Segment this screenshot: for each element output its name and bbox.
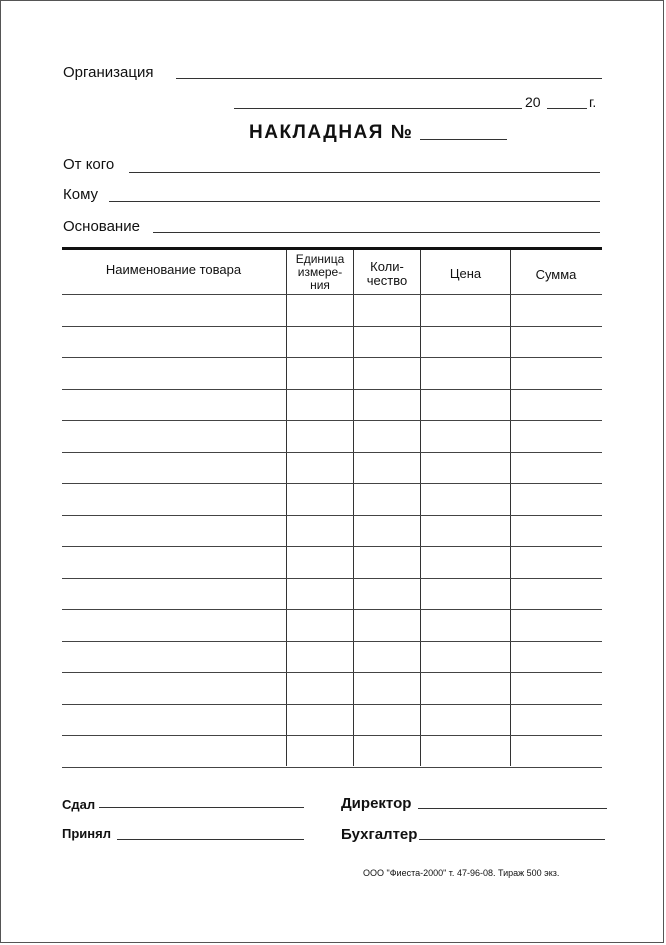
year-suffix: г. <box>589 94 597 110</box>
org-field[interactable] <box>176 78 602 79</box>
table-row-line <box>62 546 602 547</box>
table-row-line <box>62 452 602 453</box>
table-row-line <box>62 294 602 295</box>
received-label: Принял <box>62 826 111 841</box>
column-divider <box>510 250 511 766</box>
year-field[interactable] <box>547 108 587 109</box>
table-row-line <box>62 515 602 516</box>
to-label: Кому <box>63 186 99 203</box>
table-row-line <box>62 483 602 484</box>
received-field[interactable] <box>117 839 304 840</box>
org-label: Организация <box>63 64 154 81</box>
header-qty-line1: Коли- <box>370 259 404 274</box>
column-divider <box>353 250 354 766</box>
header-name: Наименование товара <box>105 262 242 277</box>
printer-footer: ООО "Фиеста-2000" т. 47-96-08. Тираж 500 экз. <box>363 868 560 878</box>
table-row-line <box>62 389 602 390</box>
table-row-line <box>62 735 602 736</box>
form-title: НАКЛАДНАЯ № <box>249 122 414 143</box>
header-sum: Сумма <box>535 267 577 282</box>
table-row-line <box>62 326 602 327</box>
header-qty <box>354 260 420 288</box>
year-prefix: 20 <box>525 94 541 110</box>
header-unit <box>287 253 353 292</box>
basis-label: Основание <box>63 218 140 235</box>
header-price: Цена <box>449 266 482 281</box>
date-field[interactable] <box>234 108 522 109</box>
accountant-label: Бухгалтер <box>341 826 418 843</box>
basis-field[interactable] <box>153 232 600 233</box>
header-unit-line3: ния <box>310 278 330 292</box>
table-row-line <box>62 357 602 358</box>
director-field[interactable] <box>418 808 607 809</box>
header-unit-line2: измере- <box>297 265 343 279</box>
handed-field[interactable] <box>99 807 304 808</box>
column-divider <box>286 250 287 766</box>
from-field[interactable] <box>129 172 600 173</box>
header-qty-line2: чество <box>366 273 408 288</box>
table-row-line <box>62 704 602 705</box>
table-row-line <box>62 672 602 673</box>
table-row-line <box>62 767 602 768</box>
column-divider <box>420 250 421 766</box>
handed-label: Сдал <box>62 797 96 812</box>
number-field[interactable] <box>420 139 507 140</box>
table-row-line <box>62 578 602 579</box>
from-label: От кого <box>63 156 115 173</box>
table-row-line <box>62 420 602 421</box>
table-top-border <box>62 247 602 250</box>
header-unit-line1: Единица <box>295 252 345 266</box>
accountant-field[interactable] <box>419 839 605 840</box>
table-row-line <box>62 609 602 610</box>
director-label: Директор <box>341 795 412 812</box>
table-row-line <box>62 641 602 642</box>
to-field[interactable] <box>109 201 600 202</box>
